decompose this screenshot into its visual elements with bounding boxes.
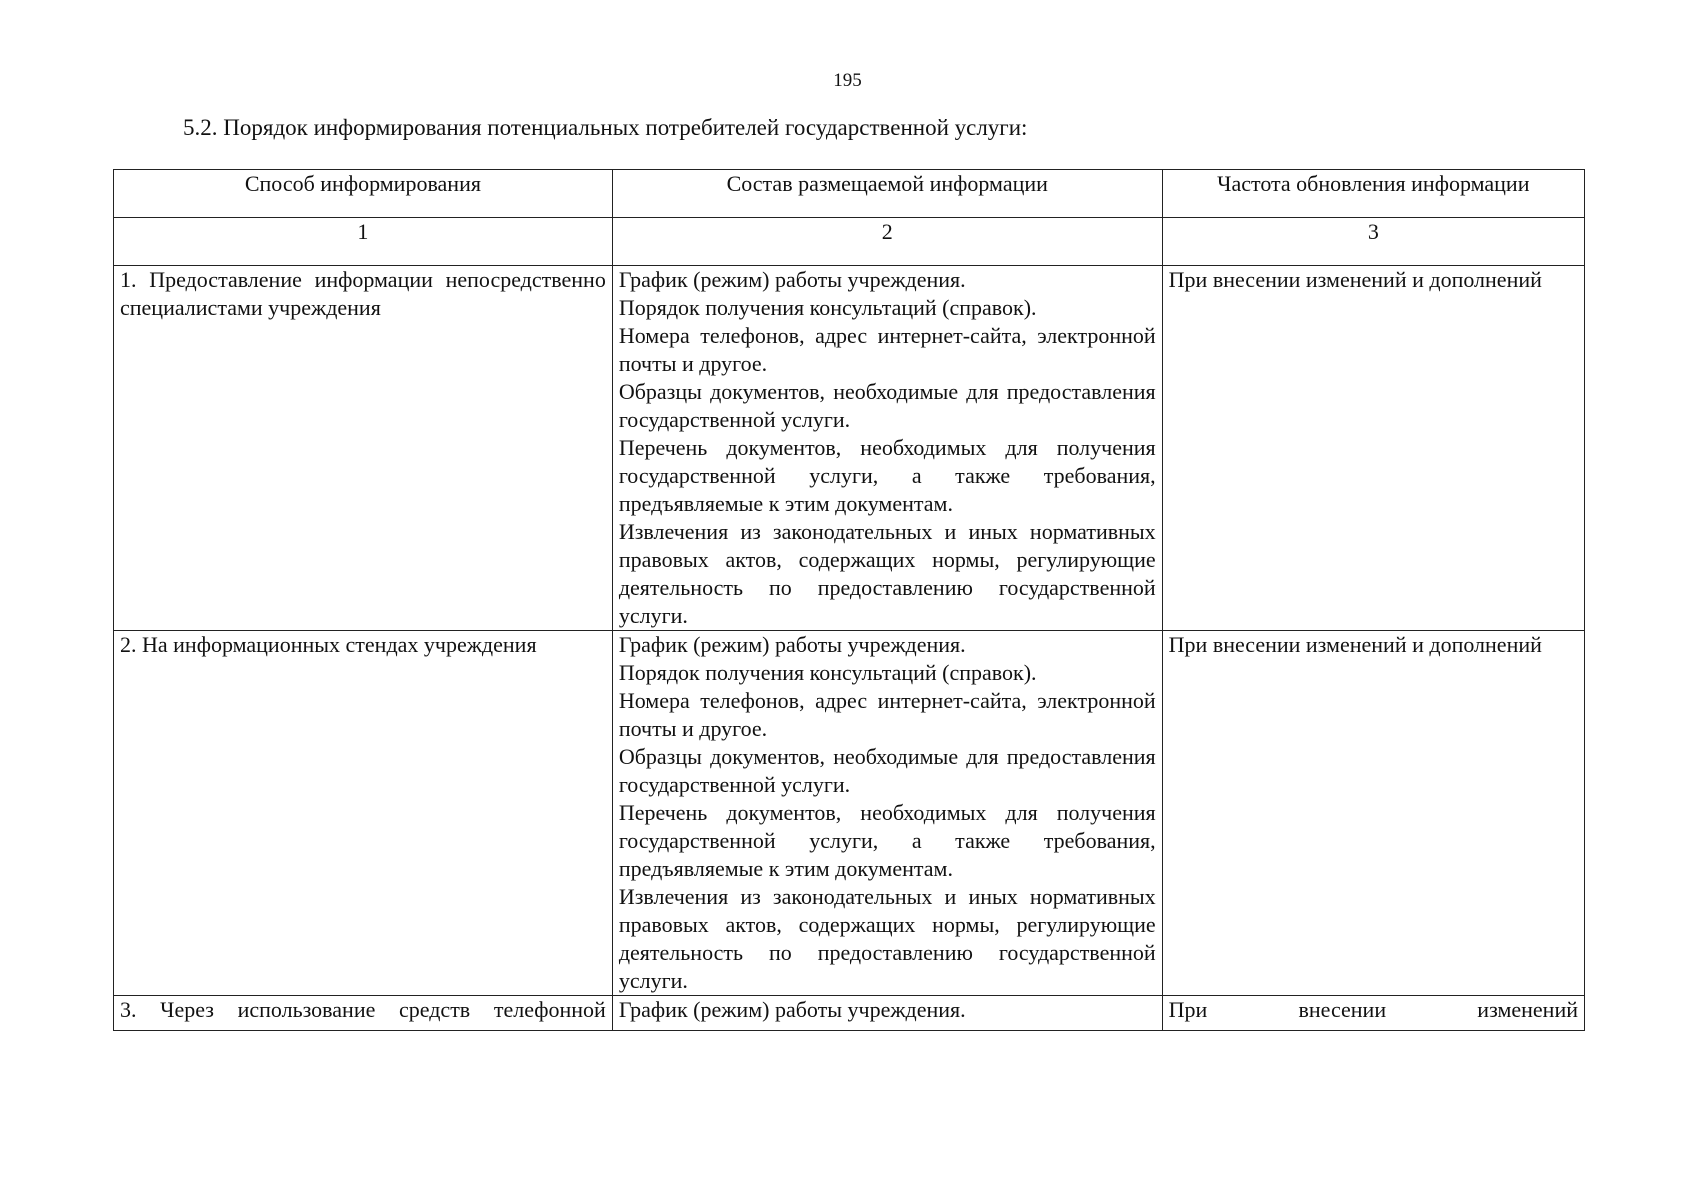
method-cell: 3. Через использование средств телефонной (114, 996, 613, 1031)
content-line: График (режим) работы учреждения. (618, 997, 966, 1022)
content-cell (612, 631, 1162, 996)
content-line: Образцы документов, необходимые для предоставления государственной услуги. (618, 744, 1156, 797)
column-number: 2 (612, 218, 1162, 266)
content-line: Извлечения из законодательных и иных нормативных правовых актов, содержащих нормы, регулирующие деятельность по предоставлению государственной услуги. (618, 884, 1156, 993)
content-line: Номера телефонов, адрес интернет-сайта, электронной почты и другое. (618, 323, 1156, 376)
content-line: Порядок получения консультаций (справок). (618, 295, 1037, 320)
content-line: Перечень документов, необходимых для получения государственной услуги, а также требования, предъявляемые к этим документам. (618, 800, 1156, 881)
column-number: 3 (1162, 218, 1584, 266)
content-line: График (режим) работы учреждения. (618, 632, 966, 657)
table-row (114, 996, 1585, 1031)
content-line: Образцы документов, необходимые для предоставления государственной услуги. (618, 379, 1156, 432)
content-line: Порядок получения консультаций (справок). (618, 660, 1037, 685)
frequency-cell: При внесении изменений и дополнений (1162, 631, 1584, 996)
method-cell: 2. На информационных стендах учреждения (114, 631, 613, 996)
content-line: График (режим) работы учреждения. (618, 267, 966, 292)
content-cell (612, 266, 1162, 631)
content-line: Номера телефонов, адрес интернет-сайта, электронной почты и другое. (618, 688, 1156, 741)
method-cell: 1. Предоставление информации непосредственно специалистами учреждения (114, 266, 613, 631)
column-header-content: Состав размещаемой информации (612, 170, 1162, 218)
table-row (114, 631, 1585, 996)
frequency-cell: При внесении изменений и дополнений (1162, 266, 1584, 631)
page-number: 195 (833, 70, 862, 91)
column-header-method: Способ информирования (114, 170, 613, 218)
section-heading: 5.2. Порядок информирования потенциальных потребителей государственной услуги: (183, 115, 1028, 140)
content-line: Перечень документов, необходимых для получения государственной услуги, а также требования, предъявляемые к этим документам. (618, 435, 1156, 516)
information-table (113, 169, 1585, 1031)
frequency-cell: При внесении изменений (1162, 996, 1584, 1031)
content-line: Извлечения из законодательных и иных нормативных правовых актов, содержащих нормы, регулирующие деятельность по предоставлению государственной услуги. (618, 519, 1156, 628)
content-cell (612, 996, 1162, 1031)
table-row (114, 266, 1585, 631)
column-header-frequency: Частота обновления информации (1162, 170, 1584, 218)
column-number: 1 (114, 218, 613, 266)
column-number-row (114, 218, 1585, 266)
table-header-row (114, 170, 1585, 218)
